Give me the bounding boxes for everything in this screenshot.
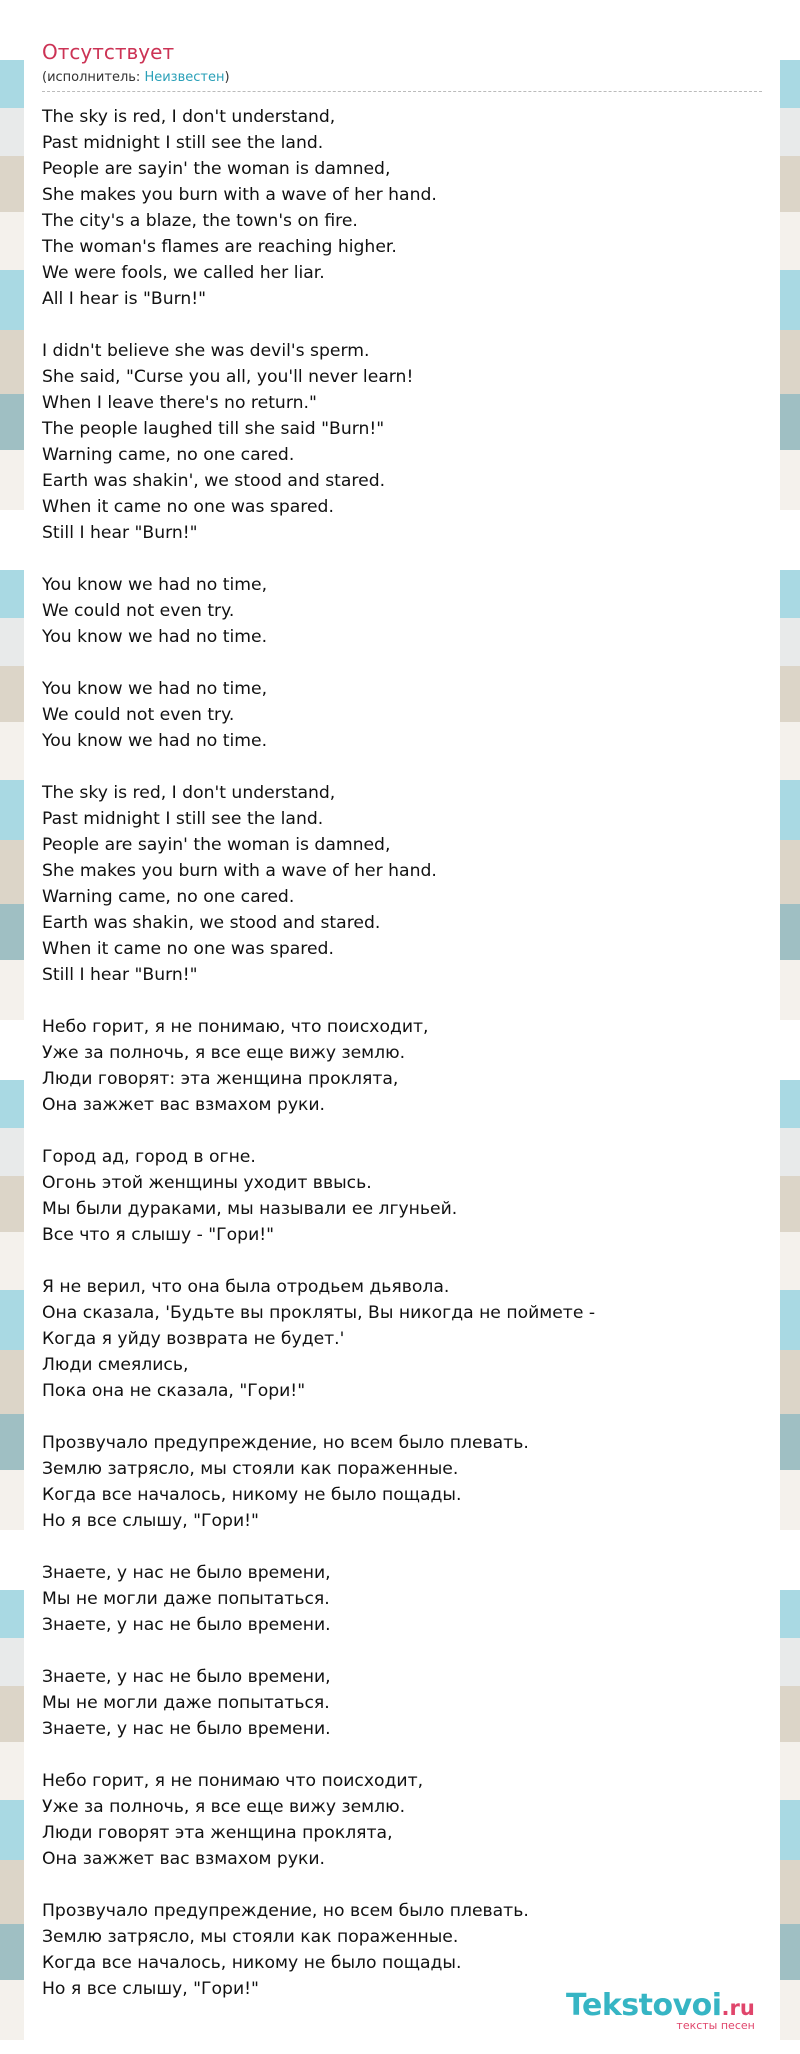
lyric-line: Warning came, no one cared. <box>42 887 295 907</box>
lyric-line: Землю затрясло, мы стояли как пораженные. <box>42 1927 459 1947</box>
lyric-line: Still I hear "Burn!" <box>42 523 198 543</box>
lyric-line: Люди говорят: эта женщина проклята, <box>42 1069 399 1089</box>
content-panel <box>24 24 780 2054</box>
lyric-line: Уже за полночь, я все еще вижу землю. <box>42 1043 406 1063</box>
song-title: Отсутствует <box>42 40 175 64</box>
lyric-line: Люди говорят эта женщина проклята, <box>42 1823 393 1843</box>
lyric-line: Небо горит, я не понимаю, что поисходит, <box>42 1017 429 1037</box>
lyric-line: We were fools, we called her liar. <box>42 263 325 283</box>
lyric-line: Past midnight I still see the land. <box>42 133 324 153</box>
lyric-line: I didn't believe she was devil's sperm. <box>42 341 370 361</box>
lyric-line: The people laughed till she said "Burn!" <box>42 419 385 439</box>
lyric-line: Мы не могли даже попытаться. <box>42 1589 330 1609</box>
lyric-line: The city's a blaze, the town's on fire. <box>42 211 358 231</box>
artist-line <box>42 70 762 92</box>
lyric-line: You know we had no time, <box>42 679 268 699</box>
lyric-line: You know we had no time. <box>42 731 268 751</box>
lyric-line: You know we had no time. <box>42 627 268 647</box>
lyric-line: We could not even try. <box>42 705 235 725</box>
lyric-line: The woman's flames are reaching higher. <box>42 237 397 257</box>
stanza-gap <box>42 988 762 1014</box>
lyric-line: Люди смеялись, <box>42 1355 189 1375</box>
stanza-gap <box>42 312 762 338</box>
stanza-gap <box>42 1872 762 1898</box>
lyric-line: Когда все началось, никому не было пощады. <box>42 1485 462 1505</box>
lyric-line: Мы не могли даже попытаться. <box>42 1693 330 1713</box>
lyric-line: Знаете, у нас не было времени, <box>42 1667 331 1687</box>
song-header <box>24 24 780 98</box>
lyric-line: Огонь этой женщины уходит ввысь. <box>42 1173 372 1193</box>
logo-subtitle: тексты песен <box>676 2019 755 2032</box>
lyric-line: Прозвучало предупреждение, но всем было плевать. <box>42 1901 529 1921</box>
lyric-line: Я не верил, что она была отродьем дьявола. <box>42 1277 450 1297</box>
stanza-gap <box>42 546 762 572</box>
stanza-gap <box>42 650 762 676</box>
lyric-line: Но я все слышу, "Гори!" <box>42 1979 259 1999</box>
lyric-line: She makes you burn with a wave of her hand. <box>42 861 437 881</box>
lyric-line: Прозвучало предупреждение, но всем было плевать. <box>42 1433 529 1453</box>
lyric-line: Все что я слышу - "Гори!" <box>42 1225 275 1245</box>
lyric-line: We could not even try. <box>42 601 235 621</box>
lyric-line: Знаете, у нас не было времени. <box>42 1719 331 1739</box>
lyric-line: Когда я уйду возврата не будет.' <box>42 1329 345 1349</box>
stanza-gap <box>42 1742 762 1768</box>
lyric-line: Уже за полночь, я все еще вижу землю. <box>42 1797 406 1817</box>
lyric-line: Знаете, у нас не было времени, <box>42 1563 331 1583</box>
stanza-gap <box>42 754 762 780</box>
lyric-line: Когда все началось, никому не было пощады. <box>42 1953 462 1973</box>
logo-tld: .ru <box>721 1996 755 2020</box>
logo-text: Tekstovoi <box>566 1988 722 2023</box>
lyric-line: Past midnight I still see the land. <box>42 809 324 829</box>
lyric-line: You know we had no time, <box>42 575 268 595</box>
lyric-line: When it came no one was spared. <box>42 939 334 959</box>
lyric-line: Пока она не сказала, "Гори!" <box>42 1381 306 1401</box>
lyric-line: People are sayin' the woman is damned, <box>42 835 391 855</box>
lyric-line: Но я все слышу, "Гори!" <box>42 1511 259 1531</box>
stanza-gap <box>42 1248 762 1274</box>
lyric-line: She makes you burn with a wave of her hand. <box>42 185 437 205</box>
lyric-line: Earth was shakin, we stood and stared. <box>42 913 381 933</box>
stanza-gap <box>42 1404 762 1430</box>
lyric-line: When I leave there's no return." <box>42 393 317 413</box>
lyric-line: The sky is red, I don't understand, <box>42 783 336 803</box>
lyric-line: Землю затрясло, мы стояли как пораженные. <box>42 1459 459 1479</box>
artist-prefix: (исполнитель: <box>42 70 145 85</box>
lyrics-body <box>24 98 780 2002</box>
lyric-line: Мы были дураками, мы называли ее лгуньей. <box>42 1199 458 1219</box>
lyric-line: Она сказала, 'Будьте вы прокляты, Вы никогда не поймете - <box>42 1303 596 1323</box>
artist-link[interactable]: Неизвестен <box>144 70 225 85</box>
lyric-line: The sky is red, I don't understand, <box>42 107 336 127</box>
site-logo[interactable] <box>566 1988 755 2032</box>
lyric-line: Город ад, город в огне. <box>42 1147 256 1167</box>
lyric-line: Она зажжет вас взмахом руки. <box>42 1095 326 1115</box>
stanza-gap <box>42 1534 762 1560</box>
stanza-gap <box>42 1638 762 1664</box>
stanza-gap <box>42 1118 762 1144</box>
lyric-line: Небо горит, я не понимаю что поисходит, <box>42 1771 424 1791</box>
lyric-line: All I hear is "Burn!" <box>42 289 207 309</box>
lyric-line: Earth was shakin', we stood and stared. <box>42 471 386 491</box>
lyric-line: People are sayin' the woman is damned, <box>42 159 391 179</box>
lyric-line: Знаете, у нас не было времени. <box>42 1615 331 1635</box>
lyric-line: When it came no one was spared. <box>42 497 334 517</box>
lyric-line: Still I hear "Burn!" <box>42 965 198 985</box>
artist-suffix: ) <box>224 70 230 85</box>
lyric-line: Warning came, no one cared. <box>42 445 295 465</box>
lyric-line: Она зажжет вас взмахом руки. <box>42 1849 326 1869</box>
lyric-line: She said, "Curse you all, you'll never learn! <box>42 367 414 387</box>
